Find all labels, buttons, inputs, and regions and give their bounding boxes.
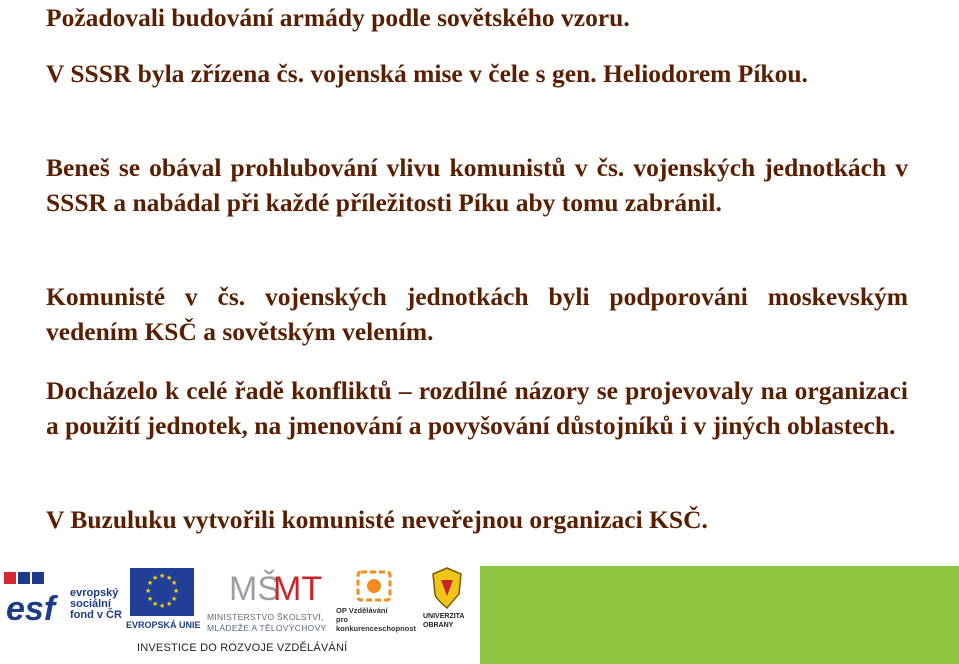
univerzita-obrany-logo bbox=[423, 566, 475, 636]
op-mark-icon bbox=[354, 570, 394, 604]
svg-text:MT: MT bbox=[273, 570, 323, 608]
op-line1: OP Vzdělávání bbox=[336, 606, 388, 615]
svg-text:★: ★ bbox=[147, 579, 154, 587]
investice-tagline: INVESTICE DO ROZVOJE VZDĚLÁVÁNÍ bbox=[137, 642, 348, 654]
svg-text:★: ★ bbox=[145, 587, 152, 595]
msmt-logo bbox=[207, 566, 332, 636]
svg-text:★: ★ bbox=[166, 600, 173, 608]
op-line2: pro konkurenceschopnost bbox=[336, 615, 417, 633]
eu-logo bbox=[126, 568, 202, 634]
paragraph-6: V Buzuluku vytvořili komunisté neveřejnou organizaci KSČ. bbox=[46, 505, 708, 534]
esf-logo bbox=[4, 570, 126, 630]
msmt-line2: MLÁDEŽE A TĚLOVÝCHOVY bbox=[207, 623, 327, 633]
msmt-mark-icon bbox=[229, 566, 323, 608]
svg-text:MŠ: MŠ bbox=[229, 570, 280, 608]
esf-mark-icon bbox=[4, 570, 70, 630]
footer-logos bbox=[0, 562, 959, 664]
svg-text:★: ★ bbox=[159, 602, 166, 610]
crest-icon bbox=[429, 566, 465, 610]
svg-text:★: ★ bbox=[171, 595, 178, 603]
svg-text:esf: esf bbox=[6, 590, 56, 628]
paragraph-1: Požadovali budování armády podle sovětského vzoru. bbox=[46, 3, 630, 32]
svg-text:★: ★ bbox=[173, 587, 180, 595]
esf-line2: sociální bbox=[70, 598, 111, 610]
svg-text:★: ★ bbox=[147, 595, 154, 603]
msmt-line1: MINISTERSTVO ŠKOLSTVÍ, bbox=[207, 612, 324, 622]
green-block bbox=[480, 566, 959, 664]
svg-text:★: ★ bbox=[171, 579, 178, 587]
svg-text:★: ★ bbox=[152, 600, 159, 608]
svg-text:★: ★ bbox=[166, 574, 173, 582]
paragraph-4: Komunisté v čs. vojenských jednotkách byli podporováni moskevským vedením KSČ a sovětským velením. bbox=[46, 282, 908, 346]
logo-band bbox=[0, 562, 480, 664]
eu-label: EVROPSKÁ UNIE bbox=[126, 620, 201, 630]
univ-line1: UNIVERZITA bbox=[423, 613, 465, 620]
svg-text:★: ★ bbox=[159, 572, 166, 580]
univ-line2: OBRANY bbox=[423, 622, 454, 629]
paragraph-5: Docházelo k celé řadě konfliktů – rozdílné názory se projevovaly na organizaci a použití jednotek, na jmenování a povyšování důstojníků i v jiných oblastech. bbox=[46, 376, 908, 440]
eu-flag-icon bbox=[130, 568, 194, 616]
paragraph-2: V SSSR byla zřízena čs. vojenská mise v čele s gen. Heliodorem Píkou. bbox=[46, 59, 808, 88]
paragraph-3: Beneš se obával prohlubování vlivu komunistů v čs. vojenských jednotkách v SSSR a nabádal při každé příležitosti Píku aby tomu zabránil. bbox=[46, 153, 908, 217]
svg-text:★: ★ bbox=[152, 574, 159, 582]
esf-line1: evropský bbox=[70, 587, 119, 599]
op-logo bbox=[336, 570, 424, 634]
esf-line3: fond v ČR bbox=[70, 609, 122, 621]
